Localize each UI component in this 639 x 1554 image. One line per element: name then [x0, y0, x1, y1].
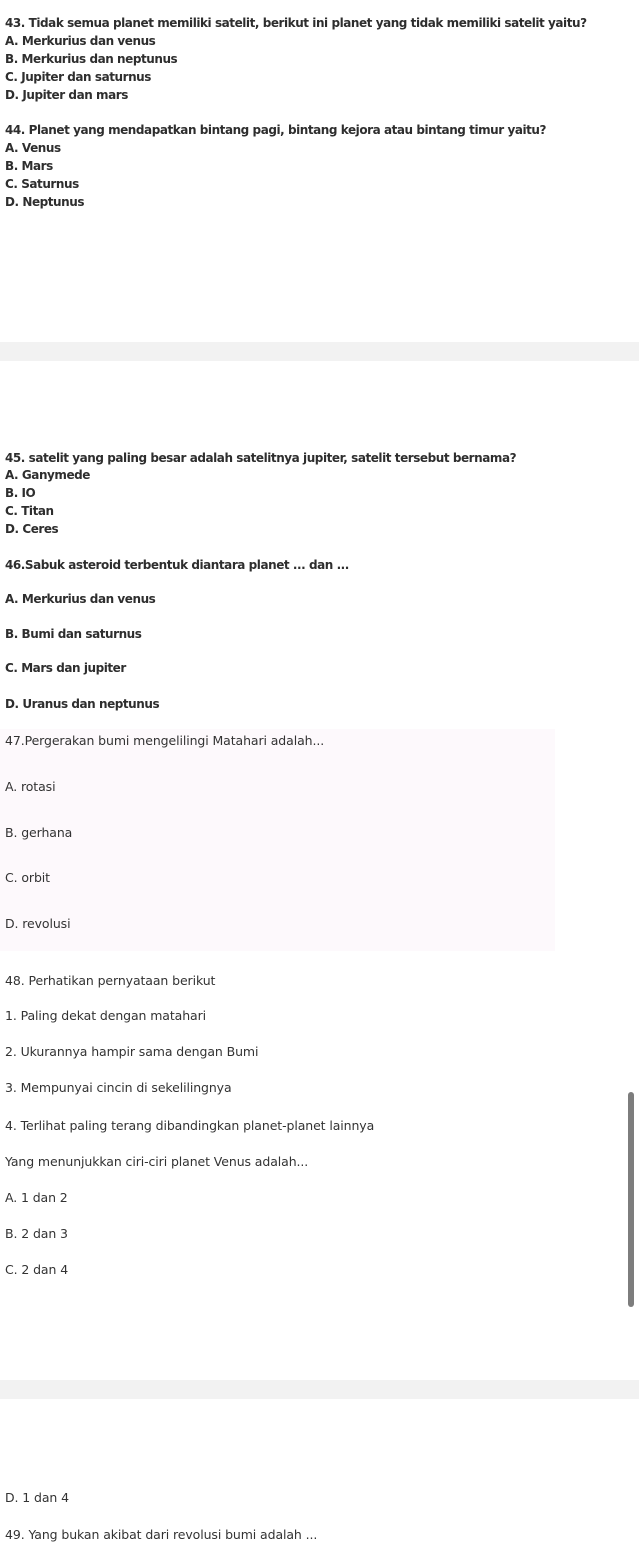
question-45-option-a: A. Ganymede — [5, 468, 90, 482]
question-48-prompt: Yang menunjukkan ciri-ciri planet Venus adalah... — [5, 1154, 309, 1169]
question-48-statement-4: 4. Terlihat paling terang dibandingkan planet-planet lainnya — [5, 1118, 375, 1133]
question-48-option-b: B. 2 dan 3 — [5, 1226, 68, 1241]
question-48-option-a: A. 1 dan 2 — [5, 1190, 68, 1205]
question-44-option-c: C. Saturnus — [5, 177, 79, 191]
question-43-text: 43. Tidak semua planet memiliki satelit, berikut ini planet yang tidak memiliki satelit yaitu? — [5, 16, 587, 30]
question-43-option-b: B. Merkurius dan neptunus — [5, 52, 178, 66]
question-45-option-d: D. Ceres — [5, 522, 59, 536]
question-46-option-b: B. Bumi dan saturnus — [5, 627, 142, 641]
question-44-option-d: D. Neptunus — [5, 195, 85, 209]
question-43-option-d: D. Jupiter dan mars — [5, 88, 128, 102]
question-47-option-b: B. gerhana — [5, 825, 73, 840]
question-48-text: 48. Perhatikan pernyataan berikut — [5, 973, 216, 988]
question-46-option-c: C. Mars dan jupiter — [5, 661, 126, 675]
question-48-statement-2: 2. Ukurannya hampir sama dengan Bumi — [5, 1044, 259, 1059]
question-43-option-c: C. Jupiter dan saturnus — [5, 70, 151, 84]
question-49-text: 49. Yang bukan akibat dari revolusi bumi adalah ... — [5, 1527, 318, 1542]
page-break-band-1 — [0, 342, 639, 361]
question-48-option-d: D. 1 dan 4 — [5, 1490, 69, 1505]
question-46-text: 46.Sabuk asteroid terbentuk diantara planet ... dan ... — [5, 558, 349, 572]
question-44-option-b: B. Mars — [5, 159, 53, 173]
question-45-text: 45. satelit yang paling besar adalah satelitnya jupiter, satelit tersebut bernama? — [5, 451, 517, 465]
question-46-option-d: D. Uranus dan neptunus — [5, 697, 160, 711]
question-47-option-c: C. orbit — [5, 870, 50, 885]
question-48-option-c: C. 2 dan 4 — [5, 1262, 69, 1277]
question-47-option-a: A. rotasi — [5, 779, 56, 794]
question-43-option-a: A. Merkurius dan venus — [5, 34, 156, 48]
question-48-statement-3: 3. Mempunyai cincin di sekelilingnya — [5, 1080, 232, 1095]
scrollbar-thumb[interactable] — [628, 1092, 634, 1307]
page-break-band-2 — [0, 1380, 639, 1399]
question-47-highlight — [0, 729, 555, 951]
question-47-option-d: D. revolusi — [5, 916, 71, 931]
question-46-option-a: A. Merkurius dan venus — [5, 592, 156, 606]
question-47-text: 47.Pergerakan bumi mengelilingi Matahari adalah... — [5, 733, 325, 748]
question-48-statement-1: 1. Paling dekat dengan matahari — [5, 1008, 207, 1023]
question-44-option-a: A. Venus — [5, 141, 61, 155]
question-45-option-c: C. Titan — [5, 504, 54, 518]
question-45-option-b: B. IO — [5, 486, 36, 500]
question-44-text: 44. Planet yang mendapatkan bintang pagi, bintang kejora atau bintang timur yaitu? — [5, 123, 547, 137]
